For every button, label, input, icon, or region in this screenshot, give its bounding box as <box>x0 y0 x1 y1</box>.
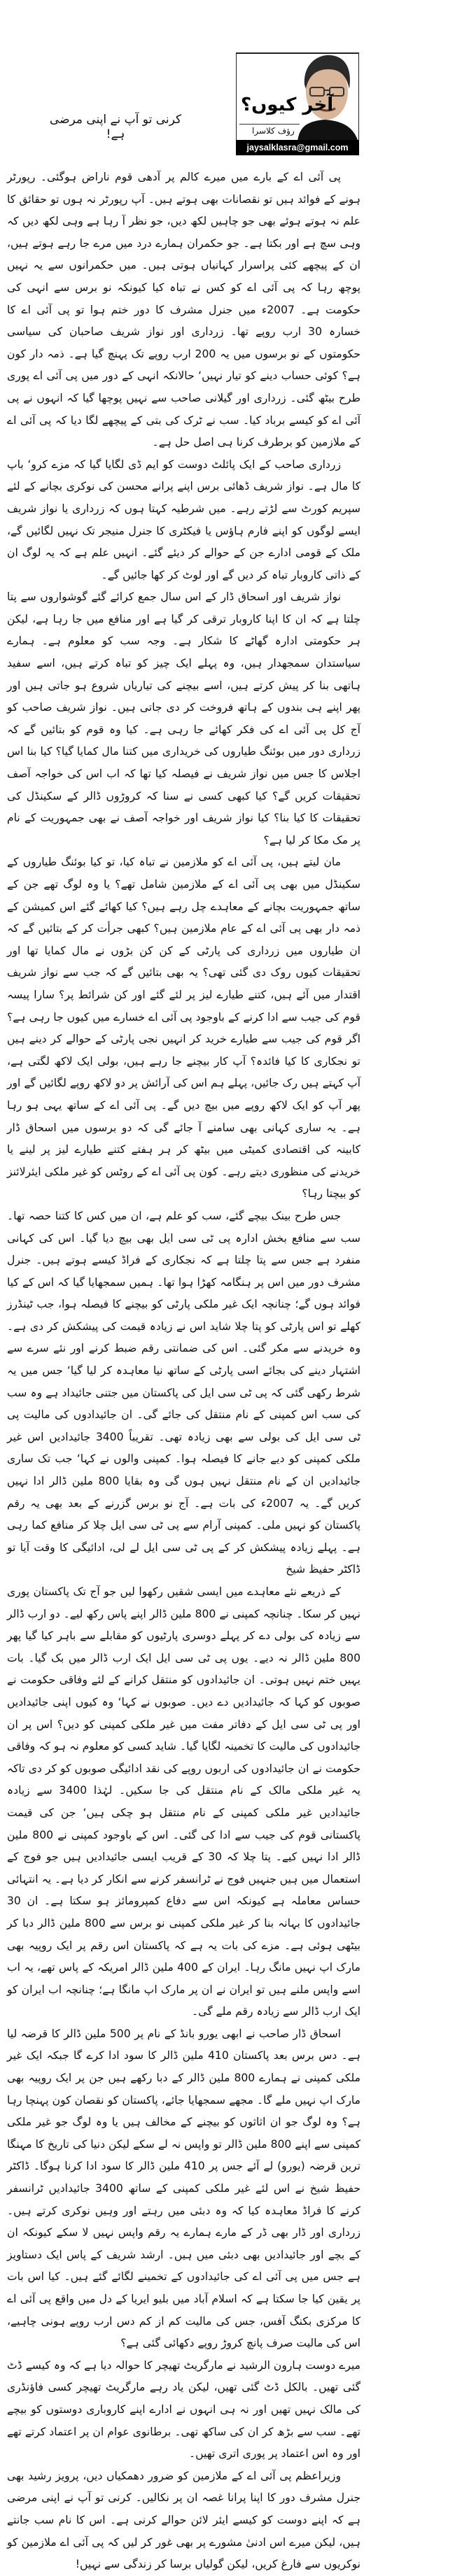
column-name: آخر کیوں؟ <box>241 94 334 115</box>
author-name: رؤف کلاسرا <box>252 126 295 136</box>
divider <box>239 124 300 125</box>
column-header-box <box>236 52 359 141</box>
paragraph: وزیراعظم پی آئی اے کے ملازمین کو ضرور دھمکیاں دیں، پرویز رشید بھی جنرل مشرف دور کا اپنا پرانا غصہ ان پر نکالیں۔ کرنی تو آپ نے اپنی مرضی ہے کہ اپنے دوست کو کیسے ایئر لائن حوالے کرنی ہے۔ اس کا نام سب جانتے ہیں، لیکن میرے اس ادنیٰ مشورے پر بھی غور کر لیں کہ پی آئی اے ملازمین کو نوکریوں سے فارغ کریں، لیکن گولیاں برسا کر زندگی سے نہیں! <box>7 2469 360 2571</box>
author-email[interactable]: jaysalklasra@gmail.com <box>236 140 359 155</box>
paragraph: اسحاق ڈار صاحب نے ابھی یورو بانڈ کے نام پر 500 ملین ڈالر کا قرضہ لیا ہے۔ دس برس بعد پاکستان 410 ملین ڈالر کا سود ادا کرے گا جبکہ ایک غیر ملکی کمپنی نے ہمارے 800 ملین ڈالر کے دبا رکھے ہیں جن پر ایک روپیہ بھی مارک اپ نہیں ملے گا۔ مجھے سمجھایا جائے، پاکستان کو نقصان کون پہنچا رہا ہے؟ وہ لوگ جو ان اثاثوں کو بیچنے کے مخالف ہیں یا وہ لوگ جو غیر ملکی کمپنی سے اپنے 800 ملین ڈالر تو واپس نہ لے سکے لیکن دنیا کی تاریخ کا مہنگا ترین قرضہ (یورو) لے آئے جس پر 410 ملین ڈالر کا سود ادا کرنا ہوگا۔ ڈاکٹر حفیظ شیخ نے اس لئے غیر ملکی کمپنی کے ساتھ 3400 جائیدادیں ٹرانسفر کرنے کا فراڈ معاہدہ کیا کہ وہ دبئی میں رہتے اور وہیں نوکری کرتے ہیں۔ زرداری اور ڈار بھی ڈر کے مارے ہمارے یہ رقم واپس نہیں لا سکے کیونکہ ان کے بچے اور جائیدادیں بھی دبئی میں ہیں۔ ارشد شریف کے پاس ایک دستاویز ہے جس میں پی آئی اے کی جائیدادوں کے تخمینے لگائے گئے ہیں۔ کیا اس بات پر یقین کیا جا سکتا ہے کہ اسلام آباد میں بلیو ایریا کے دل میں واقع پی آئی اے کا مرکزی بکنگ آفس، جس کی مالیت کم از کم دس ارب روپے ہونی چاہیے، اس کی مالیت صرف پانچ کروڑ روپے دکھائی گئی ہے؟ <box>7 2027 361 2350</box>
paragraph: جس طرح بینک بیچے گئے، سب کو علم ہے، ان میں کس کا کتنا حصہ تھا۔ سب سے منافع بخش ادارہ پی ٹی سی ایل بھی بیچ دیا گیا۔ اس کی کہانی منفرد ہے جس سے پتا چلتا ہے کہ نجکاری کے فراڈ کیسے ہوتے ہیں۔ جنرل مشرف دور میں اس پر ہنگامہ کھڑا ہوا تھا۔ ہمیں سمجھایا گیا کہ اس کے کیا فوائد ہوں گے؛ چنانچہ ایک غیر ملکی پارٹی کو بیچنے کا فیصلہ ہوا، جب ٹینڈرز کھلے تو اس پارٹی کو پتا چلا شاید اس نے زیادہ قیمت کی پیشکش کر دی ہے۔ وہ خریدنے سے مکر گئی۔ اس کی ضمانتی رقم ضبط کرنے اور نئے سرے سے اشتہار دینے کی بجائے اسی پارٹی کے ساتھ نیا معاہدہ کر لیا گیا‘ جس میں یہ شرط رکھی گئی کہ پی ٹی سی ایل کی پاکستان میں جتنی جائیداد ہے وہ سب کی سب اس کمپنی کے نام منتقل کی جائے گی۔ ان جائیدادوں کی مالیت پی ٹی سی ایل کی بولی سے بھی زیادہ تھی۔ تقریباً 3400 جائیدادیں اس غیر ملکی کمپنی کو دیے جانے کا فیصلہ ہوا۔ کمپنی والوں نے کہا‘ جب تک ساری جائیدادیں ان کے نام منتقل نہیں ہوں گی وہ بقایا 800 ملین ڈالر ادا نہیں کریں گے۔ یہ 2007ء کی بات ہے۔ آج نو برس گزرنے کے بعد بھی یہ رقم پاکستان کو نہیں ملی۔ کمپنی آرام سے پی ٹی سی ایل چلا کر منافع کما رہی ہے۔ پہلے زیادہ پیشکش کر کے پی ٹی سی ایل لے لی، ادائیگی کا وقت آیا تو ڈاکٹر حفیظ شیخ <box>7 1209 360 1576</box>
paragraph: زرداری صاحب کے ایک پائلٹ دوست کو ایم ڈی لگایا گیا کہ مزے کرو‘ باپ کا مال ہے۔ نواز شریف ڈھائی برس اپنے پرانے محسن کی نوکری بچانے کے لئے سپریم کورٹ سے لڑتے رہے۔ میں شرطیہ کہتا ہوں کہ زرداری یا نواز شریف ایسے لوگوں کو اپنے فارم ہاؤس یا فیکٹری کا جنرل منیجر تک نہیں لگائیں گے، ملک کے قومی ادارے جن کے حوالے کر دیئے گئے۔ انہیں علم ہے کہ یہ لوگ ان کے ذاتی کاروبار تباہ کر دیں گے اور لوٹ کر کھا جائیں گے۔ <box>7 458 360 581</box>
paragraph: مان لیتے ہیں، پی آئی اے کو ملازمین نے تباہ کیا، تو کیا بوئنگ طیاروں کے سکینڈل میں بھی پی آئی اے کے ملازمین شامل تھے؟ یا وہ لوگ تھے جن کے ساتھ جمہوریت بچانے کے معاہدے چل رہے ہیں؟ کیا کھائے گئے اس کمیشن کے ذمہ دار بھی پی آئی اے کے عام ملازمین ہیں؟ کبھی جرأت کر کے بتائیں گے کہ ان طیاروں میں زرداری کی پارٹی کے کن کن بڑوں نے مال کمایا تھا اور تحقیقات کیوں روک دی گئی تھی؟ یہ بھی بتائیں گے کہ جب سے نواز شریف اقتدار میں آئے ہیں، کتنے طیارے لیز پر لئے گئے اور کن شرائط پر؟ سارا پیسہ قوم کی جیب سے ادا کرنے کے باوجود پی آئی اے خسارے میں کیوں جا رہی ہے؟ اگر قوم کی جیب سے طیارے خرید کر انہیں نجی پارٹی کے حوالے کر دینے ہیں تو نجکاری کا کیا فائدہ؟ آپ کار بیچنے جا رہے ہیں، بولی ایک لاکھ لگتی ہے، آپ کہتے ہیں رک جائیں، پہلے ہم اس کی آرائش پر دو لاکھ روپے لگائیں گے اور پھر آپ کو ایک لاکھ روپے میں بیچ دیں گے۔ پی آئی اے کے ساتھ یہی ہو رہا ہے۔ یہ ساری کہانی بھی سامنے آ جائے گی کہ دو برسوں میں اسحاق ڈار کابینہ کی اقتصادی کمیٹی میں بیٹھ کر ہر ہفتے کتنے طیارے لیز پر لینے یا خریدنے کی منظوری دیتے رہے۔ کون پی آئی اے کے روٹس کو غیر ملکی ایئرلائنز کو بیچتا رہا؟ <box>7 856 360 1201</box>
paragraph: پی آئی اے کے بارے میں میرے کالم پر آدھی قوم ناراض ہوگئی۔ رپورٹر ہونے کے فوائد ہیں تو نقصانات بھی ہوتے ہیں۔ آپ رپورٹر نہ ہوں تو حقائق کا علم نہ ہوتے ہوئے بھی جو چاہیں لکھ دیں، جو نظر آ رہا ہے وہی لکھ دیں کہ وہی سچ ہے اور بکتا ہے۔ جو حکمران ہمارے درد میں مرے جا رہے ہوتے ہیں، ان کے پیچھے کئی پراسرار کہانیاں ہوتی ہیں۔ میں حکمرانوں سے یہ نہیں پوچھ رہا کہ پی آئی اے کو کس نے تباہ کیا کیونکہ نو برس سے انہی کی حکومت ہے۔ 2007ء میں جنرل مشرف کا دور ختم ہوا تو پی آئی اے کا خسارہ 30 ارب روپے تھا۔ زرداری اور نواز شریف صاحبان کی سیاسی حکومتوں کے نو برسوں میں یہ 200 ارب روپے تک پہنچ گیا ہے۔ ذمہ دار کون ہے؟ کوئی حساب دینے کو تیار نہیں‘ حالانکہ انہی کے دور میں پی آئی اے پوری طرح بیٹھ گئی۔ زرداری اور گیلانی صاحب سے نہیں پوچھا گیا کہ انہوں نے پی آئی اے کو کیسے برباد کیا۔ سب نے ٹرک کی بتی کے پیچھے لگا دیا کہ پی آئی اے کے ملازمین کو برطرف کرنا ہی اصل حل ہے۔ <box>7 171 361 449</box>
paragraph: میرے دوست ہارون الرشید نے مارگریٹ تھیچر کا حوالہ دیا ہے کہ وہ کیسے ڈٹ گئی تھیں۔ بالکل ڈٹ گئی تھیں، لیکن یاد رہے مارگریٹ تھیچر کسی فاؤنڈری کی مالک نہیں تھیں اور نہ ہی انہوں نے ادارے اپنے کاروباری دوستوں کو بیچے تھے۔ سب سے بڑھ کر ان کی ساکھ تھی۔ برطانوی عوام ان پر اعتماد کرتے تھے اور وہ اس اعتماد پر پوری اتری تھیں۔ <box>7 2358 360 2461</box>
article-body <box>7 167 360 2576</box>
paragraph: کے ذریعے نئے معاہدے میں ایسی شقیں رکھوا لیں جو آج تک پاکستان پوری نہیں کر سکا۔ چنانچہ کمپنی نے 800 ملین ڈالر اپنے پاس رکھ لیے۔ دو ارب ڈالر سے زیادہ کی بولی دے کر پہلے دوسری پارٹیوں کو مقابلے سے باہر کیا گیا پھر 800 ملین ڈالر نہ دیے۔ یوں پی ٹی سی ایل ایک ارب ڈالر میں بک گیا۔ بات یہیں ختم نہیں ہوتی۔ ان جائیدادوں کو منتقل کرانے کے لئے وفاقی حکومت نے صوبوں کو کہا کہ جائیدادیں دے دیں۔ صوبوں نے کہا‘ وہ کیوں اپنی جائیدادیں اور پی ٹی سی ایل کے دفاتر مفت میں غیر ملکی کمپنی کو دیں؟ اس پر ان جائیدادوں کی مالیت کا تخمینہ لگایا گیا۔ شاید کسی کو معلوم نہ ہو کہ وفاقی حکومت نے ان جائیدادوں کی اربوں روپے کی نقد ادائیگی صوبوں کو کر دی تاکہ یہ غیر ملکی مالک کے نام منتقل کی جا سکیں۔ لہٰذا 3400 سے زیادہ جائیدادیں غیر ملکی کمپنی کے نام منتقل ہو چکی ہیں‘ جن کی قیمت پاکستانی قوم کی جیب سے ادا کی گئی۔ اس کے باوجود کمپنی نے 800 ملین ڈالر ادا نہیں کیے۔ پتا چلا کہ 30 کے قریب ایسی جائیدادیں ہیں جو فوج کے استعمال میں ہیں جنہیں فوج نے ٹرانسفر کرنے سے انکار کر دیا ہے۔ یہ انتہائی حساس معاملہ ہے کیونکہ اس سے دفاع کمپرومائز ہو سکتا ہے۔ ان 30 جائیدادوں کا بہانہ بنا کر غیر ملکی کمپنی نو برس سے 800 ملین ڈالر دبا کر بیٹھی ہوئی ہے۔ مزے کی بات یہ ہے کہ پاکستان اس رقم پر ایک روپیہ بھی مارک اپ نہیں مانگ رہا۔ ایران کے 400 ملین ڈالر امریکہ کے پاس تھے، یہ اب اسے واپس ملنے ہیں تو ایران نے ان پر مارک اپ مانگا ہے؛ چنانچہ اب ایران کو ایک ارب ڈالر سے زیادہ رقم ملے گی۔ <box>7 1585 360 2018</box>
article-headline: کرنی تو آپ نے اپنی مرضی ہے! <box>49 113 182 141</box>
paragraph: نواز شریف اور اسحاق ڈار کے اس سال جمع کرائے گئے گوشواروں سے پتا چلتا ہے کہ ان کا اپنا کاروبار ترقی کر گیا ہے اور منافع میں جا رہا ہے، لیکن ہر حکومتی ادارہ گھاٹے کا شکار ہے۔ وجہ سب کو معلوم ہے۔ ہمارے سیاستدان سمجھدار ہیں، وہ پہلے ایک چیز کو تباہ کرتے ہیں، اسے سفید ہاتھی بنا کر پیش کرتے ہیں، اسے بیچنے کی تیاریاں شروع ہو جاتی ہیں اور پھر اپنے ہی بندوں کے ہاتھ فروخت کر دی جاتی ہیں۔ نواز شریف صاحب کو آج کل پی آئی اے کی فکر کھائے جا رہی ہے۔ کیا وہ قوم کو بتائیں گے کہ زرداری دور میں بوئنگ طیاروں کی خریداری میں کتنا مال کمایا گیا؟ کیا بنا اس اجلاس کا جس میں نواز شریف نے فیصلہ کیا تھا کہ اب اس کی خواجہ آصف تحقیقات کریں گے؟ کیا کبھی کسی نے سنا کہ کروڑوں ڈالر کے سکینڈل کی تحقیقات کا کیا بنا؟ کیا نواز شریف اور خواجہ آصف نے بھی جمہوریت کے نام پر مک مکا کر لیا ہے؟ <box>7 590 360 847</box>
